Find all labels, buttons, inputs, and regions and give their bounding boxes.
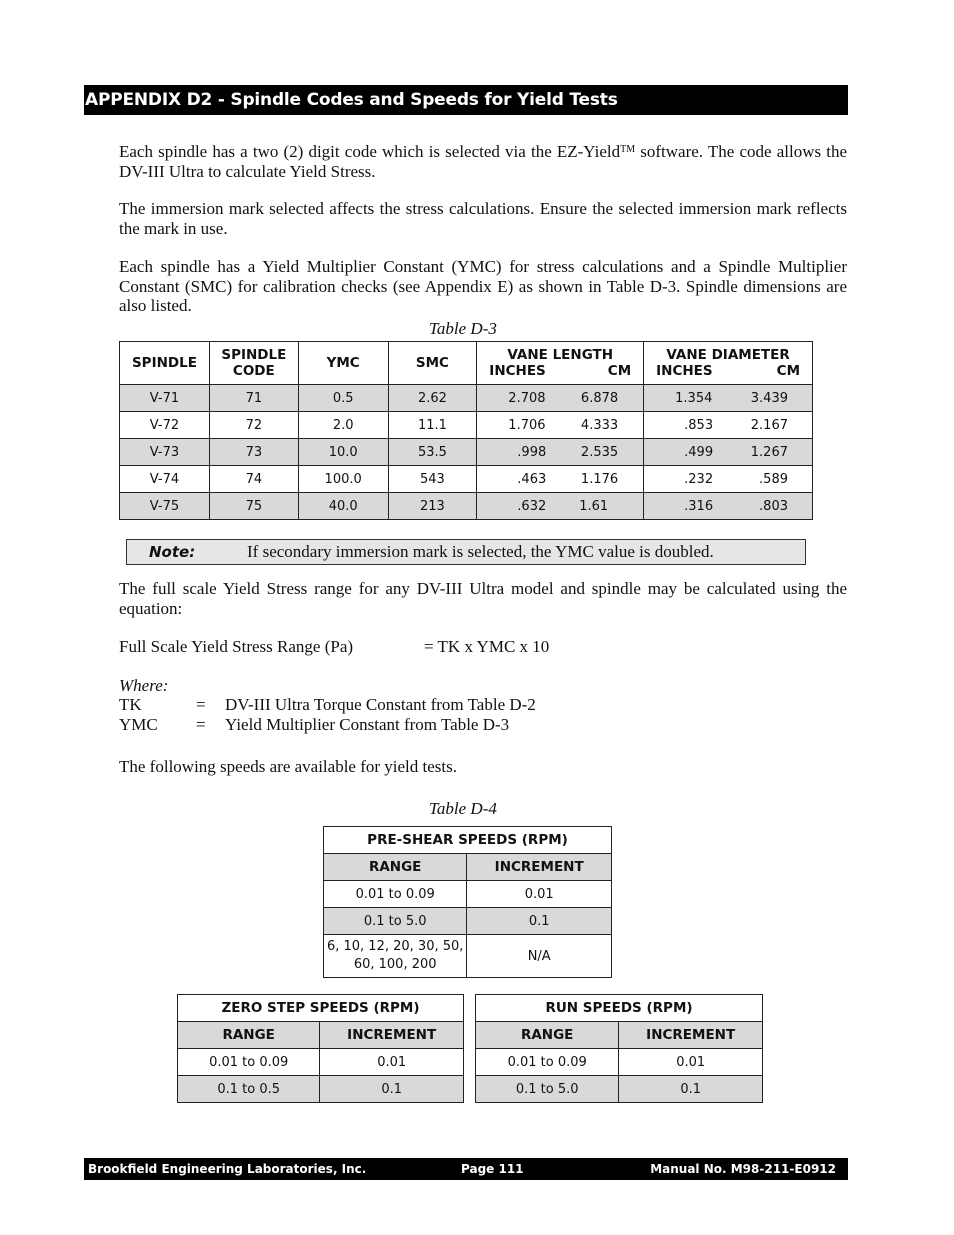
cell-ymc: 0.5 (298, 385, 388, 412)
run-title: RUN SPEEDS (RPM) (476, 995, 763, 1022)
table-row (324, 881, 612, 908)
cell-length-in: .463 (517, 471, 547, 487)
footer-manual-number: Manual No. M98-211-E0912 (650, 1162, 836, 1176)
header-spindle-code (209, 342, 298, 385)
zero-step-title: ZERO STEP SPEEDS (RPM) (178, 995, 464, 1022)
cell-vane-length (477, 439, 644, 466)
cell-code: 74 (209, 466, 298, 493)
cell-smc: 53.5 (388, 439, 477, 466)
table-row (324, 908, 612, 935)
page-footer (84, 1158, 848, 1180)
header-vane-length (477, 342, 644, 385)
table-row (120, 439, 813, 466)
cell-vane-length (477, 385, 644, 412)
pre-shear-title: PRE-SHEAR SPEEDS (RPM) (324, 827, 612, 854)
table-row (178, 1076, 464, 1103)
cell-increment: 0.1 (320, 1076, 464, 1103)
cell-increment: 0.1 (467, 908, 612, 935)
paragraph-speeds: The following speeds are available for yield tests. (119, 757, 457, 776)
table-row (324, 935, 612, 978)
zero-step-speeds-table (177, 994, 464, 1103)
cell-ymc: 10.0 (298, 439, 388, 466)
cell-ymc: 2.0 (298, 412, 388, 439)
cell-length-cm: 1.176 (580, 471, 619, 487)
cell-diameter-cm: .589 (759, 471, 788, 487)
header-code-line2: CODE (232, 363, 275, 379)
cell-vane-diameter (644, 439, 813, 466)
ymc-equals: = (196, 715, 206, 734)
paragraph-full-scale: The full scale Yield Stress range for any DV-III Ultra model and spindle may be calculated using the equation: (119, 579, 847, 618)
pre-shear-range-header: RANGE (324, 854, 467, 881)
vane-length-title: VANE LENGTH (507, 347, 614, 363)
table-row (120, 385, 813, 412)
cell-diameter-cm: 3.439 (750, 390, 788, 406)
table-row (476, 1076, 763, 1103)
vane-length-inches-label: INCHES (489, 363, 546, 379)
cell-spindle: V-72 (120, 412, 210, 439)
cell-diameter-in: 1.354 (675, 390, 713, 406)
note-box (126, 539, 806, 565)
table-d3 (119, 341, 813, 520)
cell-spindle: V-73 (120, 439, 210, 466)
footer-page-number: Page 111 (461, 1162, 524, 1176)
equation-value: = TK x YMC x 10 (424, 637, 550, 656)
vane-diameter-inches-label: INCHES (656, 363, 713, 379)
table-row (120, 466, 813, 493)
run-speeds-table (475, 994, 763, 1103)
cell-spindle: V-75 (120, 493, 210, 520)
cell-ymc: 100.0 (298, 466, 388, 493)
table-d4-caption: Table D-4 (429, 799, 497, 818)
cell-code: 72 (209, 412, 298, 439)
cell-vane-length (477, 493, 644, 520)
cell-spindle: V-74 (120, 466, 210, 493)
cell-length-in: .632 (517, 498, 547, 514)
cell-smc: 2.62 (388, 385, 477, 412)
cell-range: 0.1 to 5.0 (324, 908, 467, 935)
ymc-description: Yield Multiplier Constant from Table D-3 (225, 715, 510, 734)
table-d3-caption: Table D-3 (429, 319, 497, 338)
pre-shear-speeds-table (323, 826, 612, 978)
cell-diameter-in: .853 (684, 417, 714, 433)
cell-smc: 213 (388, 493, 477, 520)
cell-range: 0.01 to 0.09 (476, 1049, 619, 1076)
cell-length-cm: 1.61 (579, 498, 609, 514)
cell-vane-length (477, 466, 644, 493)
cell-range-line1: 6, 10, 12, 20, 30, 50, (326, 939, 464, 954)
cell-smc: 11.1 (388, 412, 477, 439)
vane-diameter-cm-label: CM (776, 363, 800, 379)
pre-shear-increment-header: INCREMENT (467, 854, 612, 881)
cell-vane-diameter (644, 493, 813, 520)
cell-increment: N/A (467, 935, 612, 978)
cell-length-in: 1.706 (508, 417, 546, 433)
cell-vane-diameter (644, 466, 813, 493)
cell-code: 71 (209, 385, 298, 412)
ymc-symbol: YMC (119, 715, 158, 734)
footer-company: Brookfield Engineering Laboratories, Inc. (88, 1162, 367, 1176)
paragraph-spindle-code (119, 140, 847, 181)
cell-vane-diameter (644, 412, 813, 439)
p1-text-b: software. The code allows the DV-III Ultra to calculate Yield Stress. (119, 142, 847, 181)
run-range-header: RANGE (476, 1022, 619, 1049)
tk-equals: = (196, 695, 206, 714)
header-smc: SMC (388, 342, 477, 385)
cell-increment: 0.01 (619, 1049, 763, 1076)
cell-range-line2: 60, 100, 200 (353, 957, 437, 972)
vane-diameter-title: VANE DIAMETER (666, 347, 790, 363)
note-label: Note: (149, 543, 196, 561)
paragraph-ymc-smc: Each spindle has a Yield Multiplier Constant (YMC) for stress calculations and a Spindle Multiplier Constant (SMC) for calibration checks (see Appendix E) as shown in Table D-3. Spindle dimensions are also listed. (119, 257, 847, 315)
paragraph-immersion-mark: The immersion mark selected affects the stress calculations. Ensure the selected immersion mark reflects the mark in use. (119, 199, 847, 238)
table-row (120, 493, 813, 520)
header-code-line1: SPINDLE (221, 347, 287, 363)
tk-description: DV-III Ultra Torque Constant from Table D-2 (225, 695, 536, 714)
where-label: Where: (119, 676, 169, 695)
table-row (476, 1049, 763, 1076)
header-vane-diameter (644, 342, 813, 385)
zero-step-range-header: RANGE (178, 1022, 320, 1049)
table-row (120, 412, 813, 439)
p1-text-a: Each spindle has a two (2) digit code which is selected via the EZ-Yield (119, 142, 621, 161)
cell-diameter-cm: 1.267 (750, 444, 788, 460)
cell-range (324, 935, 467, 978)
cell-range: 0.01 to 0.09 (324, 881, 467, 908)
note-text: If secondary immersion mark is selected, the YMC value is doubled. (247, 542, 714, 561)
vane-length-cm-label: CM (607, 363, 632, 379)
table-row (178, 1049, 464, 1076)
cell-code: 75 (209, 493, 298, 520)
cell-range: 0.1 to 5.0 (476, 1076, 619, 1103)
section-title: APPENDIX D2 - Spindle Codes and Speeds for Yield Tests (84, 85, 848, 115)
cell-increment: 0.01 (467, 881, 612, 908)
cell-length-cm: 6.878 (580, 390, 619, 406)
cell-length-cm: 2.535 (580, 444, 619, 460)
cell-vane-diameter (644, 385, 813, 412)
equation-label: Full Scale Yield Stress Range (Pa) (119, 637, 354, 656)
trademark-mark: TM (620, 144, 636, 155)
cell-length-cm: 4.333 (580, 417, 619, 433)
header-spindle: SPINDLE (120, 342, 210, 385)
header-ymc: YMC (298, 342, 388, 385)
cell-diameter-in: .232 (684, 471, 714, 487)
cell-diameter-cm: 2.167 (750, 417, 788, 433)
cell-diameter-in: .499 (684, 444, 714, 460)
run-increment-header: INCREMENT (619, 1022, 763, 1049)
cell-vane-length (477, 412, 644, 439)
cell-smc: 543 (388, 466, 477, 493)
cell-increment: 0.01 (320, 1049, 464, 1076)
cell-range: 0.1 to 0.5 (178, 1076, 320, 1103)
zero-step-increment-header: INCREMENT (320, 1022, 464, 1049)
cell-length-in: .998 (517, 444, 547, 460)
cell-diameter-in: .316 (684, 498, 714, 514)
cell-increment: 0.1 (619, 1076, 763, 1103)
cell-spindle: V-71 (120, 385, 210, 412)
tk-symbol: TK (119, 695, 142, 714)
cell-ymc: 40.0 (298, 493, 388, 520)
cell-length-in: 2.708 (508, 390, 546, 406)
cell-diameter-cm: .803 (759, 498, 788, 514)
cell-code: 73 (209, 439, 298, 466)
cell-range: 0.01 to 0.09 (178, 1049, 320, 1076)
